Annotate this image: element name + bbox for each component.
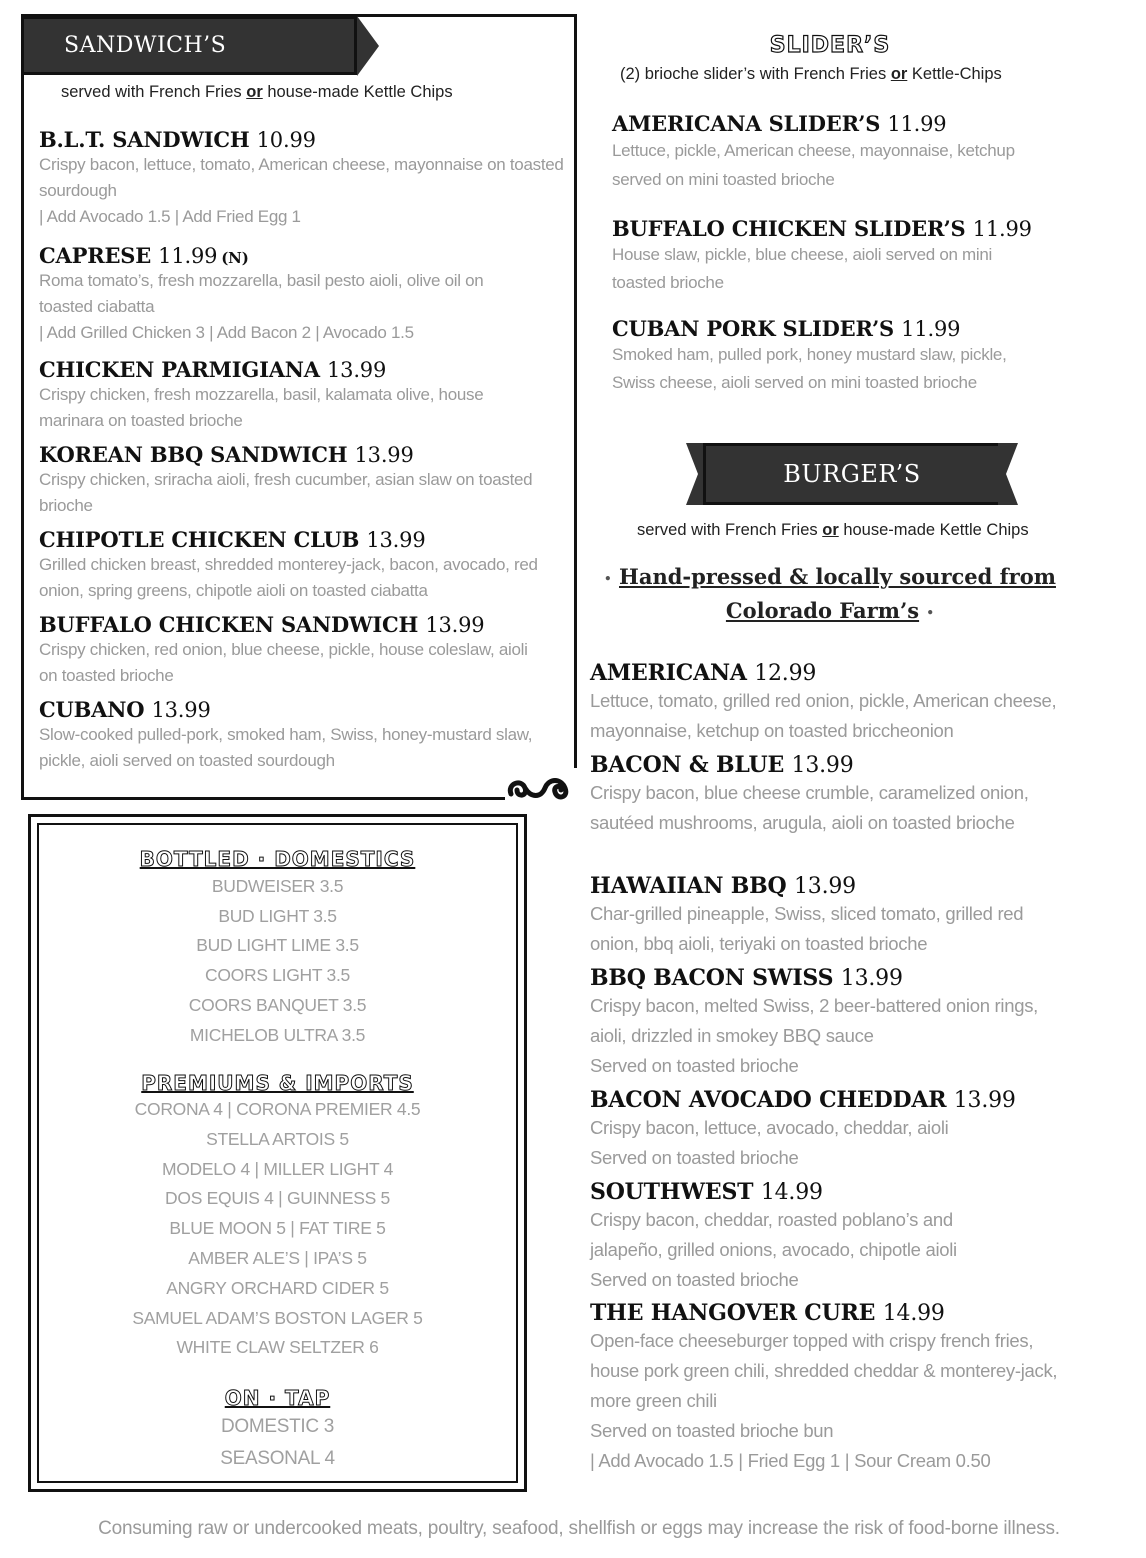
item-name: AMERICANA SLIDER’S 11.99 — [612, 111, 947, 136]
menu-item — [590, 1300, 1070, 1476]
drink-line: SEASONAL 4 — [220, 1448, 335, 1469]
drink-line: SAMUEL ADAM’S BOSTON LAGER 5 — [132, 1308, 423, 1328]
item-price: 13.99 — [366, 528, 426, 552]
item-name: BACON & BLUE 13.99 — [590, 752, 854, 778]
burger-banner — [703, 443, 1001, 505]
drink-line: DOS EQUIS 4 | GUINNESS 5 — [165, 1188, 390, 1208]
item-name: CUBAN PORK SLIDER’S 11.99 — [612, 316, 961, 341]
drink-line: COORS LIGHT 3.5 — [205, 965, 350, 985]
item-addons: | Add Grilled Chicken 3 | Add Bacon 2 | Avocado 1.5 — [39, 323, 414, 342]
drinks-section — [28, 814, 527, 1492]
tap-heading: ON · TAP — [224, 1386, 331, 1410]
menu-item — [590, 660, 1060, 746]
drink-line: STELLA ARTOIS 5 — [206, 1129, 349, 1149]
drink-line: AMBER ALE’S | IPA’S 5 — [188, 1248, 367, 1268]
item-price: 13.99 — [151, 698, 211, 722]
item-serving-note: Served on toasted brioche — [590, 1055, 799, 1076]
item-serving-note: Served on toasted brioche — [590, 1147, 799, 1168]
sliders-title: SLIDER’S — [769, 33, 891, 58]
item-price: 11.99 — [972, 217, 1032, 241]
menu-item — [39, 697, 549, 774]
item-name: B.L.T. SANDWICH 10.99 — [39, 127, 316, 152]
item-description: Slow-cooked pulled-pork, smoked ham, Swiss, honey-mustard slaw, pickle, aioli served on toasted sourdough — [39, 725, 533, 770]
item-description: House slaw, pickle, blue cheese, aioli served on mini toasted brioche — [612, 245, 993, 292]
menu-item — [39, 127, 569, 230]
menu-item — [612, 216, 1042, 297]
drinks-inner-border — [37, 823, 518, 1483]
item-price: 13.99 — [354, 443, 414, 467]
drink-line: DOMESTIC 3 — [220, 1416, 335, 1437]
item-price: 13.99 — [327, 358, 387, 382]
item-name: SOUTHWEST 14.99 — [590, 1179, 823, 1205]
item-price: 10.99 — [256, 128, 316, 152]
menu-item — [612, 316, 1052, 397]
menu-item — [612, 111, 1052, 194]
burger-tagline: • Hand-pressed & locally sourced from Colorado Farm’s • — [604, 564, 1056, 623]
item-name: BUFFALO CHICKEN SANDWICH 13.99 — [39, 612, 485, 637]
menu-item — [39, 612, 549, 689]
bullet-icon: • — [604, 571, 612, 586]
item-name: KOREAN BBQ SANDWICH 13.99 — [39, 442, 414, 467]
sandwich-title: SANDWICH’S — [64, 33, 227, 58]
bottled-heading: BOTTLED · DOMESTICS — [139, 847, 416, 871]
item-addons: | Add Avocado 1.5 | Add Fried Egg 1 — [39, 207, 301, 226]
banner-tail-decoration — [357, 16, 379, 76]
burger-served-note: served with French Fries or house-made Kettle Chips — [637, 521, 1029, 539]
item-price: 11.99 — [901, 317, 961, 341]
sandwich-section — [21, 14, 577, 800]
item-price: 13.99 — [791, 753, 854, 778]
item-serving-note: Served on toasted brioche — [590, 1269, 799, 1290]
item-description: Crispy bacon, melted Swiss, 2 beer-battered onion rings, aioli, drizzled in smokey BBQ sauce — [590, 995, 1038, 1046]
menu-item — [590, 1087, 1060, 1173]
menu-item — [39, 442, 539, 519]
drink-line: WHITE CLAW SELTZER 6 — [176, 1337, 379, 1357]
item-description: Crispy bacon, blue cheese crumble, caramelized onion, sautéed mushrooms, arugula, aioli on toasted brioche — [590, 782, 1029, 833]
item-description: Lettuce, tomato, grilled red onion, pickle, American cheese, mayonnaise, ketchup on toasted briccheonion — [590, 690, 1057, 741]
item-price: 14.99 — [760, 1180, 823, 1205]
sandwich-served-note: served with French Fries or house-made Kettle Chips — [61, 83, 453, 101]
item-description: Crispy bacon, lettuce, avocado, cheddar, aioli — [590, 1117, 949, 1138]
item-name: CUBANO 13.99 — [39, 697, 211, 722]
drink-line: MODELO 4 | MILLER LIGHT 4 — [161, 1159, 394, 1179]
menu-item — [39, 357, 539, 434]
scroll-ornament-icon — [505, 768, 577, 806]
drink-line: ANGRY ORCHARD CIDER 5 — [166, 1278, 389, 1298]
item-price: 14.99 — [882, 1301, 945, 1326]
nut-tag: (N) — [221, 249, 249, 267]
item-name: CHIPOTLE CHICKEN CLUB 13.99 — [39, 527, 426, 552]
item-name: BBQ BACON SWISS 13.99 — [590, 965, 903, 991]
item-description: Roma tomato’s, fresh mozzarella, basil pesto aioli, olive oil on toasted ciabatta — [39, 271, 484, 316]
item-description: Crispy bacon, lettuce, tomato, American cheese, mayonnaise on toasted sourdough — [39, 155, 564, 200]
item-description: Crispy bacon, cheddar, roasted poblano’s and jalapeño, grilled onions, avocado, chipotle aioli — [590, 1209, 957, 1260]
item-description: Grilled chicken breast, shredded monterey-jack, bacon, avocado, red onion, spring greens, chipotle aioli on toasted ciabatta — [39, 555, 538, 600]
sliders-served-note: (2) brioche slider’s with French Fries or Kettle-Chips — [620, 65, 1002, 83]
menu-item — [590, 965, 1060, 1081]
item-name: HAWAIIAN BBQ 13.99 — [590, 873, 856, 899]
item-name: CAPRESE 11.99 (N) — [39, 243, 249, 268]
item-price: 13.99 — [793, 874, 856, 899]
item-price: 13.99 — [840, 966, 903, 991]
menu-item — [590, 873, 1060, 959]
menu-item — [590, 1179, 1030, 1295]
drink-line: BLUE MOON 5 | FAT TIRE 5 — [169, 1218, 386, 1238]
item-description: Smoked ham, pulled pork, honey mustard slaw, pickle, Swiss cheese, aioli served on mini toasted brioche — [612, 345, 1007, 392]
burger-title: BURGER’S — [783, 460, 921, 488]
drink-line: BUD LIGHT 3.5 — [218, 906, 337, 926]
item-serving-note: Served on toasted brioche bun — [590, 1420, 834, 1441]
item-name: BUFFALO CHICKEN SLIDER’S 11.99 — [612, 216, 1032, 241]
premium-heading: PREMIUMS & IMPORTS — [141, 1071, 414, 1095]
drink-line: BUDWEISER 3.5 — [211, 876, 344, 896]
item-name: THE HANGOVER CURE 14.99 — [590, 1300, 945, 1326]
menu-item — [39, 243, 539, 346]
item-price: 13.99 — [425, 613, 485, 637]
menu-item — [590, 752, 1070, 838]
item-description: Crispy chicken, fresh mozzarella, basil, kalamata olive, house marinara on toasted brioche — [39, 385, 484, 430]
item-price: 11.99 — [158, 244, 218, 268]
drink-line: COORS BANQUET 3.5 — [188, 995, 367, 1015]
menu-item — [39, 527, 569, 604]
bullet-icon: • — [926, 605, 935, 619]
item-name: CHICKEN PARMIGIANA 13.99 — [39, 357, 387, 382]
item-description: Char-grilled pineapple, Swiss, sliced tomato, grilled red onion, bbq aioli, teriyaki on toasted brioche — [590, 903, 1024, 954]
drink-line: MICHELOB ULTRA 3.5 — [189, 1025, 366, 1045]
item-price: 13.99 — [953, 1088, 1016, 1113]
item-name: AMERICANA 12.99 — [590, 660, 817, 686]
banner-tail-decoration — [998, 443, 1018, 505]
item-name: BACON AVOCADO CHEDDAR 13.99 — [590, 1087, 1016, 1113]
item-description: Open-face cheeseburger topped with crispy french fries, house pork green chili, shredded cheddar & monterey-jack, more green chili — [590, 1330, 1058, 1411]
item-description: Crispy chicken, red onion, blue cheese, pickle, house coleslaw, aioli on toasted brioche — [39, 640, 528, 685]
item-description: Crispy chicken, sriracha aioli, fresh cucumber, asian slaw on toasted brioche — [39, 470, 533, 515]
food-safety-disclaimer: Consuming raw or undercooked meats, poultry, seafood, shellfish or eggs may increase the risk of food-borne illness. — [98, 1518, 1060, 1539]
item-description: Lettuce, pickle, American cheese, mayonnaise, ketchup served on mini toasted brioche — [612, 141, 1015, 189]
drink-line: CORONA 4 | CORONA PREMIER 4.5 — [134, 1099, 421, 1119]
item-price: 12.99 — [754, 661, 817, 686]
drink-line: BUD LIGHT LIME 3.5 — [196, 935, 359, 955]
item-addons: | Add Avocado 1.5 | Fried Egg 1 | Sour Cream 0.50 — [590, 1450, 991, 1471]
sandwich-banner — [21, 16, 357, 75]
item-price: 11.99 — [887, 112, 947, 136]
